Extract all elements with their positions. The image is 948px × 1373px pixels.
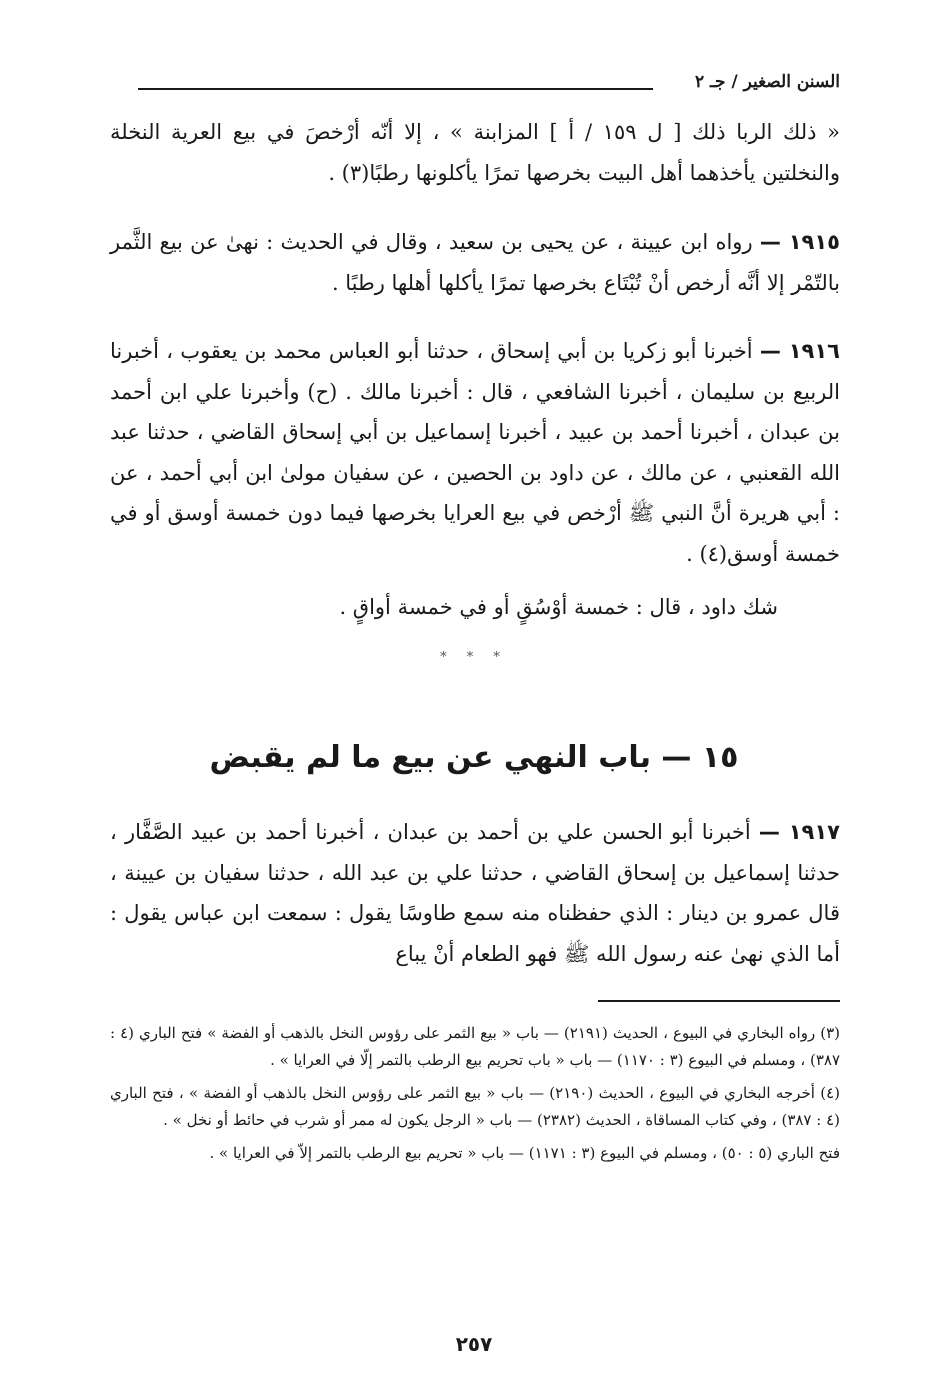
hadith-1915 [110, 222, 840, 303]
hadith-text: رواه ابن عيينة ، عن يحيى بن سعيد ، وقال في الحديث : نهىٰ عن بيع الثَّمر بالتّمْر إلا أنَّه أرخص أنْ تُبْتَاع بخرصها تمرًا يأكلها أهلها رطبًا . [110, 230, 840, 295]
footnotes [110, 1020, 840, 1173]
header-rule [138, 88, 653, 90]
footnote: (٣) رواه البخاري في البيوع ، الحديث (٢١٩١) — باب « بيع الثمر على رؤوس النخل بالذهب أو الفضة » فتح الباري (٤ : ٣٨٧) ، ومسلم في البيوع (٣ : ١١٧٠) — باب « باب تحريم بيع الرطب بالتمر إلّا في العرايا » . [110, 1024, 840, 1069]
hadith-1917 [110, 812, 840, 974]
hadith-number: ١٩١٦ — [759, 339, 840, 363]
hadith-number: ١٩١٧ — [758, 820, 841, 844]
paragraph-intro: « ذلك الربا ذلك [ ل ١٥٩ / أ ] المزابنة » ، إلا أنّه أرْخصَ في بيع العرية النخلة والنخلتين يأخذهما أهل البيت بخرصها تمرًا يأكلونها رطبًا(٣) . [110, 120, 841, 185]
running-header: السنن الصغير / جـ ٢ [694, 72, 840, 92]
hadith-number: ١٩١٥ — [759, 230, 841, 254]
footnote: فتح الباري (٥ : ٥٠) ، ومسلم في البيوع (٣ : ١١٧١) — باب « تحريم بيع الرطب بالتمر إلاّ في العرايا » . [209, 1144, 840, 1162]
hadith-1916 [110, 331, 840, 574]
hadith-text: أخبرنا أبو الحسن علي بن أحمد بن عبدان ، أخبرنا أحمد بن عبيد الصَّفَّار ، حدثنا إسماعيل بن إسحاق القاضي ، حدثنا علي بن عبد الله ، حدثنا سفيان بن عيينة ، قال عمرو بن دينار : الذي حفظناه منه سمع طاوسًا يقول : سمعت ابن عباس يقول : أما الذي نهىٰ عنه رسول الله ﷺ فهو الطعام أنْ يباع [110, 820, 840, 966]
page-number: ٢٥٧ [455, 1332, 493, 1356]
footnote-rule [598, 1000, 840, 1002]
hadith-text: أخبرنا أبو زكريا بن أبي إسحاق ، حدثنا أبو العباس محمد بن يعقوب ، أخبرنا الربيع بن سليمان ، أخبرنا الشافعي ، قال : أخبرنا مالك . (ح) وأخبرنا علي ابن أحمد بن عبدان ، أخبرنا أحمد بن عبيد ، أخبرنا إسماعيل بن أبي إسحاق القاضي ، حدثنا عبد الله القعنبي ، عن مالك ، عن داود بن الحصين ، عن سفيان مولىٰ ابن أبي أحمد ، عن : أبي هريرة أنَّ النبي ﷺ أرْخص في بيع العرايا بخرصها فيما دون خمسة أوسق أو في خمسة أوسق(٤) . [110, 339, 840, 566]
footnote: (٤) أخرجه البخاري في البيوع ، الحديث (٢١٩٠) — باب « بيع الثمر على رؤوس النخل بالذهب أو الفضة » ، فتح الباري (٤ : ٣٨٧) ، وفي كتاب المساقاة ، الحديث (٢٣٨٢) — باب « الرجل يكون له ممر أو شرب في حائط أو نخل » . [110, 1084, 840, 1129]
section-separator: * * * [440, 650, 508, 665]
paragraph-shak: شك داود ، قال : خمسة أوْسُقٍ أو في خمسة أواقٍ . [339, 595, 778, 619]
chapter-heading: ١٥ — باب النهي عن بيع ما لم يقبض [209, 740, 739, 775]
